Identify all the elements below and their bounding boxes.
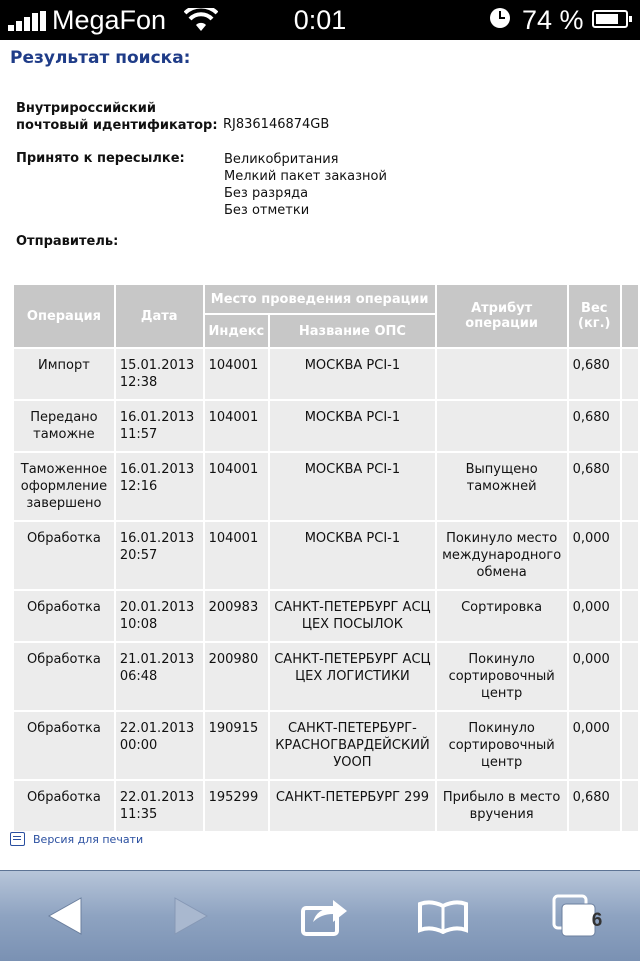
header-cut: [622, 285, 638, 347]
table-row: [14, 781, 638, 831]
browser-toolbar: [0, 870, 640, 961]
accepted-value: Без разряда: [224, 186, 309, 201]
cell-ops-name: САНКТ-ПЕТЕРБУРГ АСЦ ЦЕХ ПОСЫЛОК: [270, 591, 434, 641]
cell-index: 200980: [205, 643, 269, 710]
cell-cut: [622, 349, 638, 399]
table-row: [14, 591, 638, 641]
cell-operation: Обработка: [14, 781, 114, 831]
cell-weight: 0,680: [569, 453, 620, 520]
cell-index: 195299: [205, 781, 269, 831]
cell-operation: Обработка: [14, 522, 114, 589]
cell-weight: 0,000: [569, 712, 620, 779]
cell-date: 15.01.2013 12:38: [116, 349, 203, 399]
cell-cut: [622, 643, 638, 710]
cell-cut: [622, 781, 638, 831]
cell-attribute: Прибыло в место вручения: [437, 781, 567, 831]
cell-ops-name: МОСКВА PCI-1: [270, 401, 434, 451]
cell-cut: [622, 401, 638, 451]
back-button[interactable]: [30, 871, 100, 961]
cell-weight: 0,680: [569, 349, 620, 399]
table-row: [14, 712, 638, 779]
cell-operation: Таможенное оформление завершено: [14, 453, 114, 520]
cell-cut: [622, 591, 638, 641]
operations-table: [12, 283, 640, 833]
cell-index: 200983: [205, 591, 269, 641]
tab-count: 6: [591, 910, 603, 931]
cell-operation: Импорт: [14, 349, 114, 399]
battery-icon: [592, 10, 628, 28]
print-icon: [10, 832, 25, 846]
accepted-values: [224, 151, 387, 219]
cell-index: 104001: [205, 401, 269, 451]
clock-time: 0:01: [293, 5, 347, 35]
sender-label: Отправитель:: [16, 234, 119, 249]
cell-ops-name: МОСКВА PCI-1: [270, 453, 434, 520]
alarm-clock-icon: [490, 8, 510, 28]
cell-weight: 0,000: [569, 643, 620, 710]
cell-operation: Обработка: [14, 643, 114, 710]
carrier-name: MegaFon: [52, 5, 167, 35]
accepted-value: Без отметки: [224, 203, 310, 218]
cell-index: 190915: [205, 712, 269, 779]
cell-attribute: [437, 401, 567, 451]
cell-weight: 0,680: [569, 781, 620, 831]
cell-date: 22.01.2013 11:35: [116, 781, 203, 831]
header-attribute: Атрибут операции: [437, 285, 567, 347]
cell-operation: Передано таможне: [14, 401, 114, 451]
header-place: Место проведения операции: [205, 285, 435, 313]
bookmarks-button[interactable]: [408, 871, 478, 961]
cell-ops-name: МОСКВА PCI-1: [270, 522, 434, 589]
cell-date: 16.01.2013 12:16: [116, 453, 203, 520]
header-date: Дата: [116, 285, 203, 347]
cell-attribute: Покинуло место международного обмена: [437, 522, 567, 589]
cell-attribute: Выпущено таможней: [437, 453, 567, 520]
page-title: Результат поиска:: [10, 48, 191, 68]
cell-attribute: Сортировка: [437, 591, 567, 641]
header-operation: Операция: [14, 285, 114, 347]
cell-weight: 0,000: [569, 522, 620, 589]
tabs-button[interactable]: [540, 871, 610, 961]
cell-date: 20.01.2013 10:08: [116, 591, 203, 641]
cell-date: 22.01.2013 00:00: [116, 712, 203, 779]
cell-cut: [622, 522, 638, 589]
cell-ops-name: МОСКВА PCI-1: [270, 349, 434, 399]
cell-index: 104001: [205, 522, 269, 589]
web-page[interactable]: [0, 40, 640, 870]
cell-date: 16.01.2013 20:57: [116, 522, 203, 589]
share-icon: [299, 896, 351, 936]
forward-button[interactable]: [156, 871, 226, 961]
back-arrow-icon: [47, 896, 83, 936]
battery-percentage: 74 %: [522, 5, 584, 35]
cell-ops-name: САНКТ-ПЕТЕРБУРГ-КРАСНОГВАРДЕЙСКИЙ УООП: [270, 712, 434, 779]
identifier-label: Внутрироссийский почтовый идентификатор:: [16, 101, 218, 133]
table-row: [14, 401, 638, 451]
accepted-value: Мелкий пакет заказной: [224, 169, 387, 184]
cell-attribute: Покинуло сортировочный центр: [437, 643, 567, 710]
header-index: Индекс: [205, 315, 269, 347]
accepted-label: Принято к пересылке:: [16, 151, 185, 166]
header-ops-name: Название ОПС: [270, 315, 434, 347]
table-row: [14, 453, 638, 520]
print-version-link[interactable]: Версия для печати: [10, 832, 143, 846]
cell-cut: [622, 712, 638, 779]
cell-attribute: Покинуло сортировочный центр: [437, 712, 567, 779]
identifier-value: RJ836146874GB: [223, 117, 330, 132]
status-bar: [0, 0, 640, 40]
cell-date: 16.01.2013 11:57: [116, 401, 203, 451]
bookmarks-book-icon: [417, 898, 469, 934]
forward-arrow-icon: [173, 896, 209, 936]
table-row: [14, 522, 638, 589]
accepted-value: Великобритания: [224, 152, 339, 167]
cell-operation: Обработка: [14, 591, 114, 641]
cell-index: 104001: [205, 349, 269, 399]
cell-date: 21.01.2013 06:48: [116, 643, 203, 710]
cell-cut: [622, 453, 638, 520]
header-weight: Вес (кг.): [569, 285, 620, 347]
table-row: [14, 643, 638, 710]
share-button[interactable]: [290, 871, 360, 961]
table-row: [14, 349, 638, 399]
cell-ops-name: САНКТ-ПЕТЕРБУРГ 299: [270, 781, 434, 831]
cell-attribute: [437, 349, 567, 399]
cell-ops-name: САНКТ-ПЕТЕРБУРГ АСЦ ЦЕХ ЛОГИСТИКИ: [270, 643, 434, 710]
cell-operation: Обработка: [14, 712, 114, 779]
cell-weight: 0,680: [569, 401, 620, 451]
cell-weight: 0,000: [569, 591, 620, 641]
cell-index: 104001: [205, 453, 269, 520]
